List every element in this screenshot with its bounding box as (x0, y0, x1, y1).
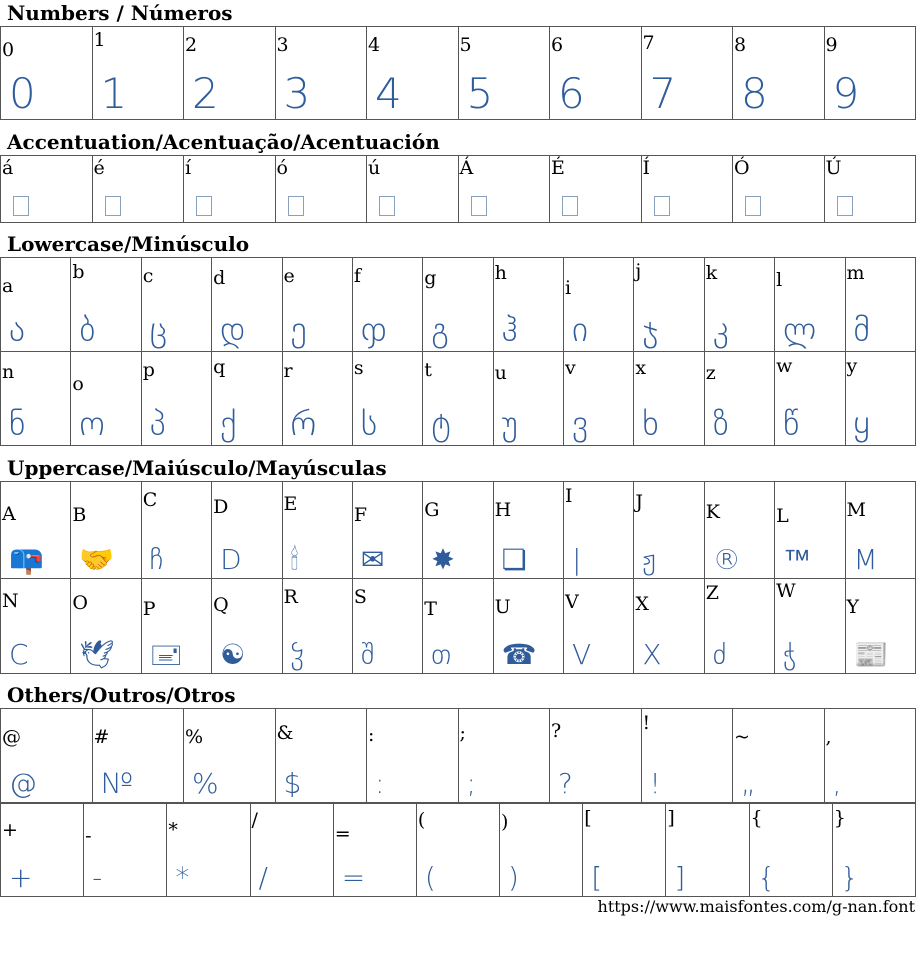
glyph-cell: A 📪 (1, 482, 71, 579)
glyph-cell: O 🕊 (71, 579, 141, 674)
glyph-cell: 1 1 (92, 27, 184, 120)
glyph-cell: j ჯ (634, 258, 704, 352)
glyph-cell: , , (824, 709, 916, 803)
glyph-cell: y ყ (845, 352, 916, 446)
glyph-cell: Ú (824, 156, 916, 223)
glyph-cell: l ლ (775, 258, 845, 352)
glyph-cell: } } (832, 804, 915, 897)
glyph-cell: L ™ (775, 482, 845, 579)
glyph-cell: P 🖃 (141, 579, 211, 674)
glyph-cell: [ [ (583, 804, 666, 897)
glyph-cell: 8 8 (733, 27, 825, 120)
glyph-cell: Í (641, 156, 733, 223)
missing-glyph-icon (471, 196, 487, 216)
glyph-cell: h ჰ (493, 258, 563, 352)
glyph-cell: ~ „ (733, 709, 825, 803)
glyph-cell: w წ (775, 352, 845, 446)
glyph-cell: W ჭ (775, 579, 845, 674)
others-grid-1 (0, 708, 916, 803)
glyph-cell: G ✸ (423, 482, 493, 579)
missing-glyph-icon (562, 196, 578, 216)
glyph-cell: r რ (282, 352, 352, 446)
missing-glyph-icon (379, 196, 395, 216)
glyph-cell: 7 7 (641, 27, 733, 120)
glyph-cell: u უ (493, 352, 563, 446)
glyph-cell: ? ? (550, 709, 642, 803)
glyph-cell: é (92, 156, 184, 223)
glyph-cell: ; ; (458, 709, 550, 803)
glyph-cell: 3 3 (275, 27, 367, 120)
glyph-cell: n ნ (1, 352, 71, 446)
glyph-cell: c ც (141, 258, 211, 352)
glyph-cell: ! ! (641, 709, 733, 803)
glyph-cell: J ჟ (634, 482, 704, 579)
glyph-cell: Ó (733, 156, 825, 223)
glyph-cell: I | (564, 482, 634, 579)
glyph-cell: + + (1, 804, 84, 897)
glyph-cell: É (550, 156, 642, 223)
glyph-cell: X X (634, 579, 704, 674)
glyph-cell: ] ] (666, 804, 749, 897)
source-url: https://www.maisfontes.com/g-nan.font (597, 897, 915, 916)
missing-glyph-icon (105, 196, 121, 216)
glyph-cell: D D (212, 482, 282, 579)
glyph-cell: V V (564, 579, 634, 674)
others-title: Others/Outros/Otros (7, 683, 236, 707)
glyph-cell: f ჶ (352, 258, 422, 352)
glyph-cell: k კ (704, 258, 774, 352)
glyph-cell: t ტ (423, 352, 493, 446)
glyph-cell: @ @ (1, 709, 93, 803)
glyph-cell: { { (749, 804, 832, 897)
missing-glyph-icon (13, 196, 29, 216)
glyph-cell: S შ (352, 579, 422, 674)
glyph-cell: M M (845, 482, 916, 579)
glyph-cell: x ხ (634, 352, 704, 446)
glyph-cell: % % (184, 709, 276, 803)
numbers-title: Numbers / Números (7, 1, 233, 25)
glyph-cell: v ვ (564, 352, 634, 446)
glyph-cell: T თ (423, 579, 493, 674)
glyph-cell: N C (1, 579, 71, 674)
glyph-cell: = = (333, 804, 416, 897)
glyph-cell: ó (275, 156, 367, 223)
glyph-cell: ) ) (500, 804, 583, 897)
glyph-cell: B 🤝 (71, 482, 141, 579)
glyph-cell: F ✉ (352, 482, 422, 579)
missing-glyph-icon (288, 196, 304, 216)
glyph-cell: Y 📰 (845, 579, 916, 674)
accents-title: Accentuation/Acentuação/Acentuación (7, 130, 440, 154)
glyph-cell: 5 5 (458, 27, 550, 120)
glyph-cell: i ი (564, 258, 634, 352)
glyph-cell: - - (84, 804, 167, 897)
glyph-cell: 6 6 (550, 27, 642, 120)
glyph-cell: á (1, 156, 93, 223)
uppercase-title: Uppercase/Maiúsculo/Mayúsculas (7, 456, 387, 480)
glyph-cell: : : (367, 709, 459, 803)
glyph-cell: g გ (423, 258, 493, 352)
glyph-cell: o ო (71, 352, 141, 446)
glyph-cell: e ე (282, 258, 352, 352)
glyph-cell: R ჴ (282, 579, 352, 674)
glyph-cell: K ® (704, 482, 774, 579)
lowercase-grid (0, 257, 916, 446)
numbers-grid (0, 26, 916, 120)
glyph-cell: q ქ (212, 352, 282, 446)
glyph-cell: ú (367, 156, 459, 223)
glyph-cell: ( ( (416, 804, 499, 897)
glyph-cell: # № (92, 709, 184, 803)
glyph-cell: Q ☯ (212, 579, 282, 674)
missing-glyph-icon (654, 196, 670, 216)
missing-glyph-icon (837, 196, 853, 216)
glyph-cell: 0 0 (1, 27, 93, 120)
others-grid-2 (0, 803, 916, 897)
glyph-cell: H ❏ (493, 482, 563, 579)
glyph-cell: a ა (1, 258, 71, 352)
glyph-cell: & $ (275, 709, 367, 803)
glyph-cell: d დ (212, 258, 282, 352)
glyph-cell: U ☎ (493, 579, 563, 674)
glyph-cell: 4 4 (367, 27, 459, 120)
glyph-cell: 9 9 (824, 27, 916, 120)
missing-glyph-icon (745, 196, 761, 216)
glyph-cell: s ს (352, 352, 422, 446)
glyph-cell: / / (250, 804, 333, 897)
uppercase-grid (0, 481, 916, 674)
glyph-cell: z ზ (704, 352, 774, 446)
glyph-cell: * * (167, 804, 250, 897)
missing-glyph-icon (196, 196, 212, 216)
glyph-cell: í (184, 156, 276, 223)
glyph-cell: Á (458, 156, 550, 223)
glyph-cell: Z ძ (704, 579, 774, 674)
glyph-cell: b ბ (71, 258, 141, 352)
glyph-cell: C ჩ (141, 482, 211, 579)
lowercase-title: Lowercase/Minúsculo (7, 232, 250, 256)
glyph-cell: p პ (141, 352, 211, 446)
glyph-cell: m მ (845, 258, 916, 352)
accents-grid (0, 155, 916, 223)
glyph-cell: E 🕯 (282, 482, 352, 579)
glyph-cell: 2 2 (184, 27, 276, 120)
